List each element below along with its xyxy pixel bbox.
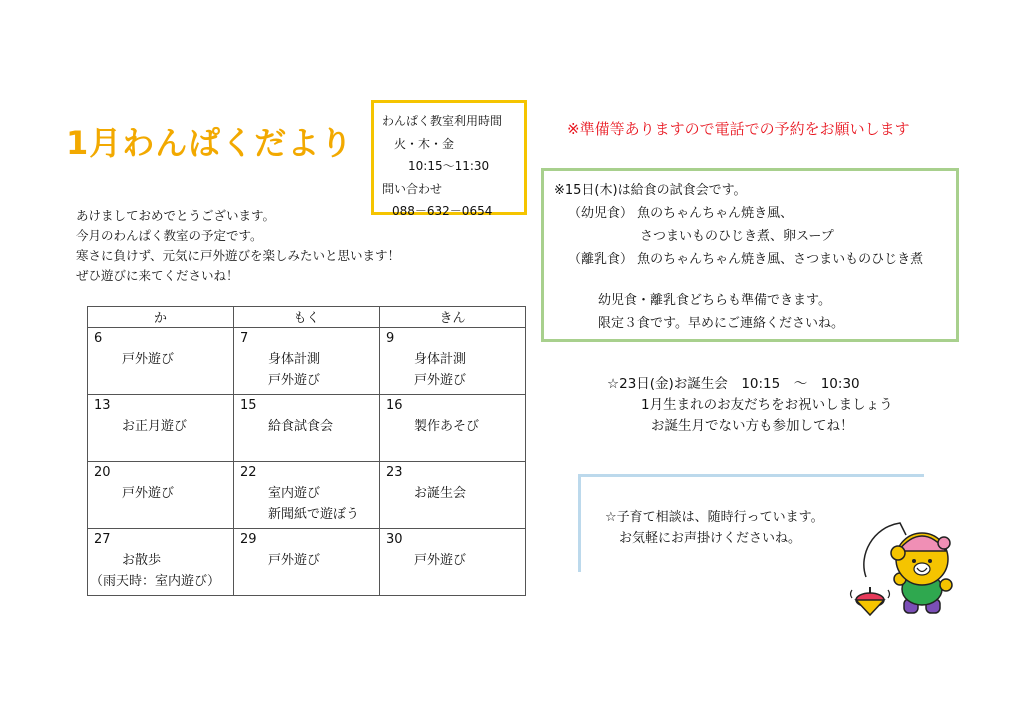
day-number: 15 bbox=[240, 398, 257, 413]
greeting-line: 今月のわんぱく教室の予定です。 bbox=[76, 228, 263, 243]
schedule-cell bbox=[380, 328, 526, 395]
schedule-header-row bbox=[88, 307, 526, 328]
lunch-headline: ※15日(木)は給食の試食会です。 bbox=[554, 183, 747, 198]
schedule-row bbox=[88, 395, 526, 462]
event-label: 戸外遊び bbox=[122, 486, 175, 501]
event-label: お正月遊び bbox=[122, 419, 188, 434]
lunch-note-1: 幼児食・離乳食どちらも準備できます。 bbox=[598, 293, 831, 308]
day-number: 13 bbox=[94, 398, 111, 413]
schedule-cell bbox=[380, 395, 526, 462]
consult-line-1: ☆子育て相談は、随時行っています。 bbox=[605, 510, 824, 525]
event-label: 新聞紙で遊ぼう bbox=[268, 507, 360, 522]
phone-number: 088－632－0654 bbox=[392, 204, 493, 218]
event-label: お誕生会 bbox=[414, 486, 467, 501]
schedule-cell bbox=[234, 395, 380, 462]
schedule-row bbox=[88, 462, 526, 529]
event-label: 戸外遊び bbox=[268, 553, 321, 568]
event-label: 戸外遊び bbox=[414, 373, 467, 388]
bear-mascot-icon bbox=[848, 515, 958, 623]
header-thursday: もく bbox=[234, 307, 380, 328]
day-number: 23 bbox=[386, 465, 403, 480]
day-number: 27 bbox=[94, 532, 111, 547]
day-number: 6 bbox=[94, 331, 103, 346]
baby-menu bbox=[554, 248, 946, 271]
header-tuesday: か bbox=[88, 307, 234, 328]
schedule-cell bbox=[88, 328, 234, 395]
event-label: 室内遊び bbox=[268, 486, 321, 501]
event-label: 製作あそび bbox=[414, 419, 480, 434]
day-number: 22 bbox=[240, 465, 257, 480]
schedule-cell bbox=[380, 462, 526, 529]
baby-label: （離乳食） bbox=[568, 252, 634, 267]
spinning-top-icon bbox=[851, 587, 890, 615]
day-number: 9 bbox=[386, 331, 395, 346]
lunch-note-2: 限定３食です。早めにご連絡くださいね。 bbox=[598, 316, 844, 331]
greeting-line: 寒さに負けず、元気に戸外遊びを楽しみたいと思います！ bbox=[76, 248, 401, 263]
event-label: 給食試食会 bbox=[268, 419, 334, 434]
schedule-cell bbox=[234, 462, 380, 529]
lunch-tasting-box bbox=[541, 168, 959, 342]
page-title: 1月わんぱくだより bbox=[66, 124, 354, 162]
day-number: 7 bbox=[240, 331, 249, 346]
schedule-cell bbox=[234, 328, 380, 395]
event-label: 身体計測 bbox=[414, 352, 467, 367]
schedule-cell bbox=[380, 529, 526, 596]
infant-menu bbox=[554, 202, 946, 225]
infant-menu-1: 魚のちゃんちゃん焼き風、 bbox=[637, 206, 794, 221]
day-number: 16 bbox=[386, 398, 403, 413]
hours-days: 火・木・金 bbox=[394, 136, 455, 151]
header-friday: きん bbox=[380, 307, 526, 328]
greeting-line: あけましておめでとうございます。 bbox=[76, 208, 276, 223]
schedule-cell bbox=[88, 462, 234, 529]
event-label: お散歩 bbox=[122, 553, 162, 568]
hours-heading: わんぱく教室利用時間 bbox=[382, 114, 503, 128]
consult-line-2: お気軽にお声掛けくださいね。 bbox=[619, 531, 802, 546]
consultation-text bbox=[605, 507, 824, 549]
birthday-line-2: 1月生まれのお友だちをお祝いしましょう bbox=[641, 397, 893, 413]
event-label: （雨天時：室内遊び） bbox=[90, 574, 221, 589]
schedule-row bbox=[88, 328, 526, 395]
infant-menu-2: さつまいものひじき煮、卵スープ bbox=[640, 229, 834, 244]
event-label: 身体計測 bbox=[268, 352, 321, 367]
reservation-notice: ※準備等ありますので電話での予約をお願いします bbox=[567, 120, 910, 138]
greeting-text bbox=[76, 206, 400, 286]
contact-label: 問い合わせ bbox=[382, 181, 443, 196]
greeting-line: ぜひ遊びに来てくださいね！ bbox=[76, 268, 239, 283]
schedule-table bbox=[87, 306, 526, 596]
birthday-line-1: ☆23日(金)お誕生会 10:15 ～ 10:30 bbox=[607, 376, 860, 392]
event-label: 戸外遊び bbox=[268, 373, 321, 388]
hours-box bbox=[371, 100, 527, 218]
hours-time: 10:15～11:30 bbox=[408, 159, 490, 173]
schedule-cell bbox=[88, 529, 234, 596]
schedule-cell bbox=[234, 529, 380, 596]
schedule-cell bbox=[88, 395, 234, 462]
event-label: 戸外遊び bbox=[122, 352, 175, 367]
birthday-line-3: お誕生月でない方も参加してね！ bbox=[651, 418, 854, 434]
event-label: 戸外遊び bbox=[414, 553, 467, 568]
day-number: 29 bbox=[240, 532, 257, 547]
day-number: 30 bbox=[386, 532, 403, 547]
schedule-row bbox=[88, 529, 526, 596]
birthday-party-info bbox=[607, 374, 893, 437]
day-number: 20 bbox=[94, 465, 111, 480]
infant-label: （幼児食） bbox=[568, 206, 634, 221]
baby-menu-text: 魚のちゃんちゃん焼き風、さつまいものひじき煮 bbox=[637, 252, 924, 267]
